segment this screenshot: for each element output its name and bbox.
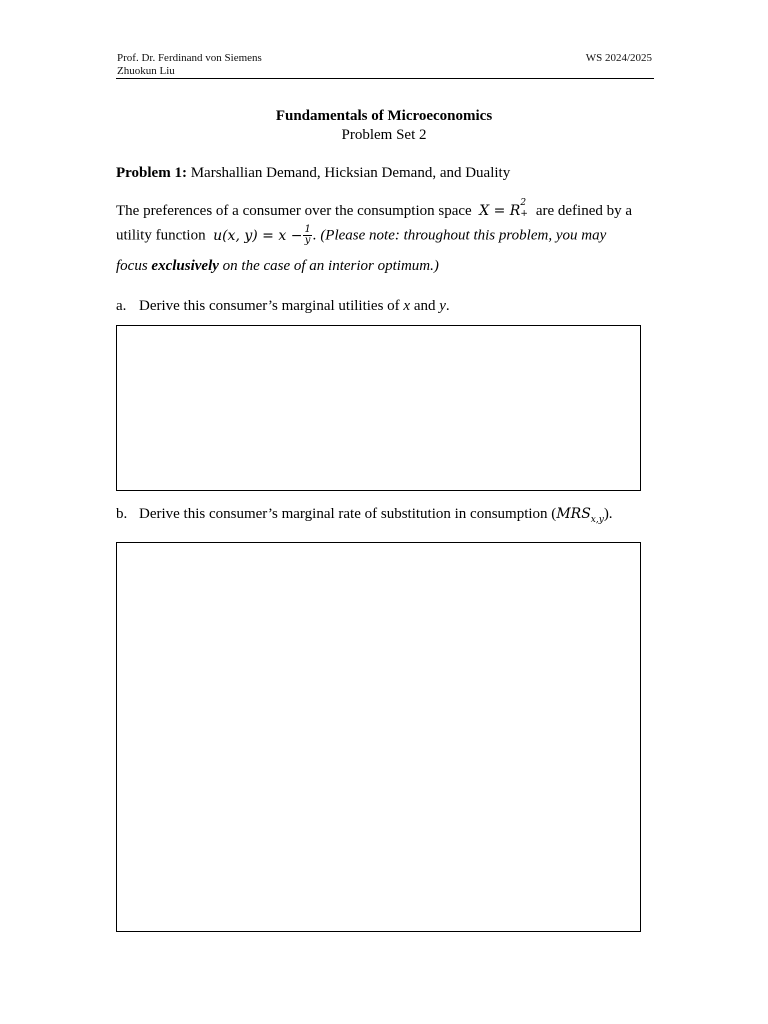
consumption-space: X = R 2 +	[479, 198, 528, 219]
problem-intro	[116, 200, 656, 280]
document-subtitle: Problem Set 2	[341, 127, 427, 143]
utility-function: u(x, y) = x − $\frac{1}{y}$	[213, 224, 311, 246]
assistant-name: Zhuokun Liu	[117, 65, 175, 77]
semester: WS 2024/2025	[585, 52, 652, 64]
problem-label: Problem 1:	[116, 165, 187, 181]
intro-line-3: focus exclusively on the case of an interior optimum.)	[116, 258, 439, 274]
answer-box-b[interactable]	[116, 542, 641, 932]
answer-box-a[interactable]	[116, 325, 641, 491]
intro-line-1: The preferences of a consumer over the consumption space X = R 2 + are defined by a	[116, 198, 633, 219]
instructor-name: Prof. Dr. Ferdinand von Siemens	[117, 52, 262, 64]
document-title: Fundamentals of Microeconomics	[275, 108, 493, 124]
header-left	[117, 52, 262, 78]
problem-heading	[116, 164, 510, 182]
intro-line-2: utility function u(x, y) = x − $\frac{1}{y}$ . (Please note: throughout this problem, you may	[116, 224, 607, 246]
mrs-symbol: $MRS_{x,y}$	[556, 506, 604, 525]
problem-topic: Marshallian Demand, Hicksian Demand, and Duality	[190, 165, 511, 181]
header-rule	[116, 78, 654, 79]
question-a: a. Derive this consumer’s marginal utilities of x and y.	[116, 298, 450, 314]
question-b: b. Derive this consumer’s marginal rate of substitution in consumption $(MRS_{x,y})$.	[116, 506, 613, 525]
